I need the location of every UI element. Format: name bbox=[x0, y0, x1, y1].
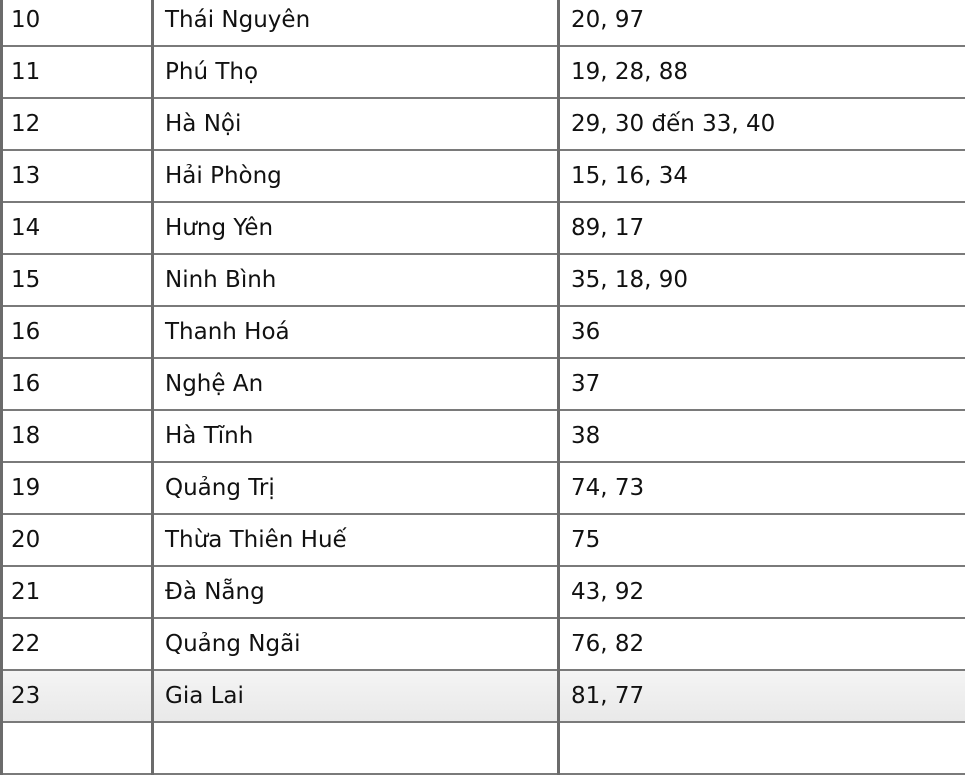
province-cell bbox=[153, 722, 559, 774]
province-cell: Quảng Trị bbox=[153, 462, 559, 514]
row-number-cell: 15 bbox=[2, 254, 153, 306]
table-row bbox=[2, 358, 965, 410]
table-row bbox=[2, 618, 965, 670]
province-cell: Đà Nẵng bbox=[153, 566, 559, 618]
table-row bbox=[2, 462, 965, 514]
table-body bbox=[2, 0, 965, 774]
row-number-cell: 19 bbox=[2, 462, 153, 514]
province-cell: Nghệ An bbox=[153, 358, 559, 410]
plate-codes-cell: 43, 92 bbox=[559, 566, 965, 618]
row-number-cell: 11 bbox=[2, 46, 153, 98]
plate-codes-cell: 15, 16, 34 bbox=[559, 150, 965, 202]
plate-codes-cell: 35, 18, 90 bbox=[559, 254, 965, 306]
plate-codes-cell: 74, 73 bbox=[559, 462, 965, 514]
row-number-cell: 14 bbox=[2, 202, 153, 254]
plate-codes-cell bbox=[559, 722, 965, 774]
plate-codes-cell: 81, 77 bbox=[559, 670, 965, 722]
plate-codes-cell: 89, 17 bbox=[559, 202, 965, 254]
plate-codes-cell: 36 bbox=[559, 306, 965, 358]
table-row-partial bbox=[2, 722, 965, 774]
table-row bbox=[2, 202, 965, 254]
table-row bbox=[2, 98, 965, 150]
plate-codes-cell: 29, 30 đến 33, 40 bbox=[559, 98, 965, 150]
row-number-cell: 18 bbox=[2, 410, 153, 462]
row-number-cell: 16 bbox=[2, 358, 153, 410]
plate-codes-cell: 20, 97 bbox=[559, 0, 965, 46]
province-cell: Ninh Bình bbox=[153, 254, 559, 306]
row-number-cell: 23 bbox=[2, 670, 153, 722]
province-cell: Phú Thọ bbox=[153, 46, 559, 98]
table-row bbox=[2, 306, 965, 358]
row-number-cell: 22 bbox=[2, 618, 153, 670]
row-number-cell: 13 bbox=[2, 150, 153, 202]
plate-codes-cell: 37 bbox=[559, 358, 965, 410]
plate-codes-cell: 75 bbox=[559, 514, 965, 566]
row-number-cell: 16 bbox=[2, 306, 153, 358]
plate-codes-cell: 76, 82 bbox=[559, 618, 965, 670]
table-row bbox=[2, 670, 965, 722]
row-number-cell: 12 bbox=[2, 98, 153, 150]
province-cell: Thanh Hoá bbox=[153, 306, 559, 358]
table-row bbox=[2, 0, 965, 46]
province-cell: Thừa Thiên Huế bbox=[153, 514, 559, 566]
row-number-cell: 21 bbox=[2, 566, 153, 618]
plate-codes-cell: 19, 28, 88 bbox=[559, 46, 965, 98]
table-row bbox=[2, 150, 965, 202]
province-cell: Quảng Ngãi bbox=[153, 618, 559, 670]
province-cell: Hà Nội bbox=[153, 98, 559, 150]
province-cell: Thái Nguyên bbox=[153, 0, 559, 46]
row-number-cell: 10 bbox=[2, 0, 153, 46]
province-cell: Hưng Yên bbox=[153, 202, 559, 254]
table-row bbox=[2, 566, 965, 618]
table-row bbox=[2, 514, 965, 566]
plate-codes-cell: 38 bbox=[559, 410, 965, 462]
province-cell: Hà Tĩnh bbox=[153, 410, 559, 462]
province-cell: Gia Lai bbox=[153, 670, 559, 722]
row-number-cell: 20 bbox=[2, 514, 153, 566]
table-row bbox=[2, 46, 965, 98]
table-row bbox=[2, 254, 965, 306]
table-row bbox=[2, 410, 965, 462]
province-cell: Hải Phòng bbox=[153, 150, 559, 202]
row-number-cell bbox=[2, 722, 153, 774]
